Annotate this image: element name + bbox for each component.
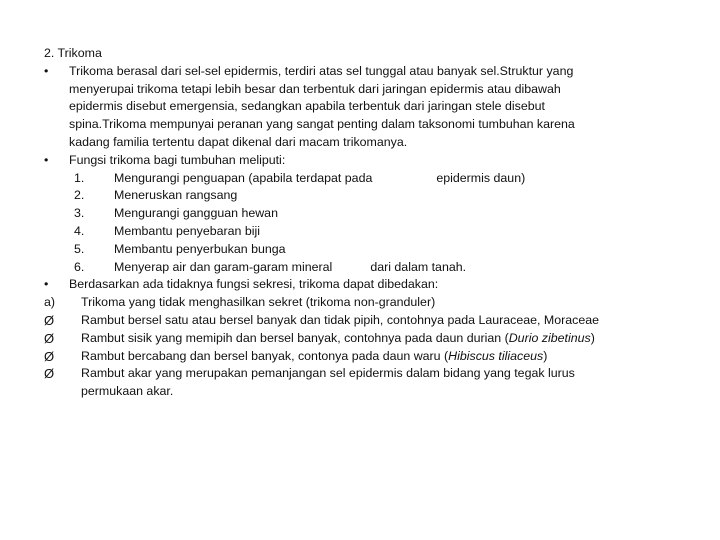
arrow-item-text-end: ) [543,348,548,363]
function-item [44,187,684,205]
bullet-icon: • [44,277,49,292]
bullet-paragraph-classification [44,276,684,294]
item-number: 5. [74,241,85,256]
item-number: 1. [74,170,85,185]
item-number: 6. [74,259,85,274]
item-text: Membantu penyebaran biji [114,223,261,238]
item-number: 4. [74,223,85,238]
arrow-item-text: Rambut akar yang merupakan pemanjangan sel epidermis dalam bidang yang tegak lurus [81,366,575,381]
item-text: Membantu penyerbukan bunga [114,241,286,256]
item-text-continued: epidermis daun) [436,170,526,185]
arrow-item [44,348,684,366]
sub-heading-text: Trikoma yang tidak menghasilkan sekret (trikoma non-granduler) [81,295,436,310]
arrow-bullet-icon: Ø [44,330,55,346]
arrow-bullet-icon: Ø [44,312,55,328]
item-text: Mengurangi gangguan hewan [114,206,278,221]
paragraph-line: spina.Trikoma mempunyai peranan yang sangat penting dalam taksonomi tumbuhan karena [69,117,575,132]
document-body [44,45,684,401]
function-item [44,223,684,241]
function-item [44,259,684,277]
arrow-item-text: Rambut bersel satu atau bersel banyak dan tidak pipih, contohnya pada Lauraceae, Moraceae [81,312,599,327]
item-text: Meneruskan rangsang [114,188,238,203]
bullet-paragraph-functions [44,152,684,277]
paragraph-line: menyerupai trikoma tetapi lebih besar dan terbentuk dari jaringan epidermis atau dibawah [69,81,561,96]
function-item [44,170,684,188]
arrow-item [44,365,684,401]
paragraph-line: epidermis disebut emergensia, sedangkan apabila terbentuk dari jaringan stele disebut [69,99,545,114]
item-number: 2. [74,188,85,203]
arrow-item [44,330,684,348]
arrow-item-text: Rambut sisik yang memipih dan bersel banyak, contohnya pada daun durian ( [81,330,509,345]
function-item [44,205,684,223]
item-text: Mengurangi penguapan (apabila terdapat pada [114,170,373,185]
functions-intro: Fungsi trikoma bagi tumbuhan meliputi: [69,152,286,167]
paragraph-line: Trikoma berasal dari sel-sel epidermis, terdiri atas sel tunggal atau banyak sel.Struktur yang [69,63,574,78]
sub-heading-a [44,294,684,312]
item-number: 3. [74,206,85,221]
arrow-bullet-icon: Ø [44,348,55,364]
bullet-icon: • [44,63,49,78]
function-item [44,241,684,259]
sub-label: a) [44,295,56,310]
species-name: Hibiscus tiliaceus [448,348,544,363]
arrow-item-text-end: ) [590,330,595,345]
item-text: Menyerap air dan garam-garam mineral [114,259,333,274]
classification-intro: Berdasarkan ada tidaknya fungsi sekresi, trikoma dapat dibedakan: [69,277,439,292]
arrow-item [44,312,684,330]
bullet-icon: • [44,152,49,167]
section-heading: 2. Trikoma [44,46,102,60]
arrow-item-text: Rambut bercabang dan bersel banyak, contonya pada daun waru ( [81,348,449,363]
item-text-continued: dari dalam tanah. [370,259,467,274]
bullet-paragraph-definition [44,63,684,152]
arrow-bullet-icon: Ø [44,366,55,382]
arrow-item-text-continued: permukaan akar. [81,384,174,399]
species-name: Durio zibetinus [508,330,591,345]
paragraph-line: kadang familia tertentu dapat dikenal dari macam trikomanya. [69,134,408,149]
